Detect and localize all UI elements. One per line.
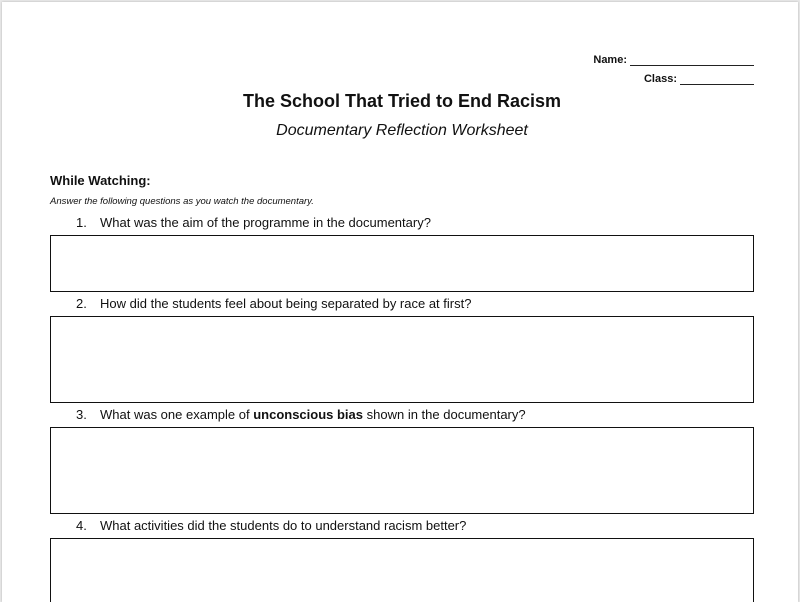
- question-4: [76, 518, 466, 533]
- answer-box-3[interactable]: [50, 427, 754, 514]
- question-text: What activities did the students do to understand racism better?: [100, 518, 467, 533]
- class-label: Class:: [643, 73, 677, 85]
- class-blank-line[interactable]: [680, 74, 754, 85]
- worksheet-page: [2, 2, 798, 602]
- section-instructions: Answer the following questions as you watch the documentary.: [50, 196, 314, 207]
- class-field[interactable]: [644, 73, 754, 85]
- question-number: 4.: [76, 518, 87, 533]
- name-blank-line[interactable]: [630, 55, 754, 66]
- question-text: How did the students feel about being separated by race at first?: [100, 296, 472, 311]
- section-heading: While Watching:: [50, 173, 151, 188]
- question-1: [76, 215, 431, 230]
- question-number: 1.: [76, 215, 87, 230]
- question-text: What was the aim of the programme in the documentary?: [100, 215, 431, 230]
- question-number: 3.: [76, 407, 87, 422]
- question-text-start: What was one example of: [100, 407, 254, 422]
- answer-box-4[interactable]: [50, 538, 754, 602]
- question-text-end: shown in the documentary?: [363, 407, 526, 422]
- question-text: [100, 407, 526, 422]
- question-2: [76, 296, 471, 311]
- question-text-bold: unconscious bias: [253, 407, 364, 422]
- name-label: Name:: [593, 54, 627, 66]
- name-field[interactable]: [593, 54, 754, 66]
- worksheet-subtitle: Documentary Reflection Worksheet: [276, 122, 528, 139]
- question-3: [76, 407, 526, 422]
- question-number: 2.: [76, 296, 87, 311]
- answer-box-1[interactable]: [50, 235, 754, 292]
- worksheet-title: The School That Tried to End Racism: [242, 91, 562, 111]
- answer-box-2[interactable]: [50, 316, 754, 403]
